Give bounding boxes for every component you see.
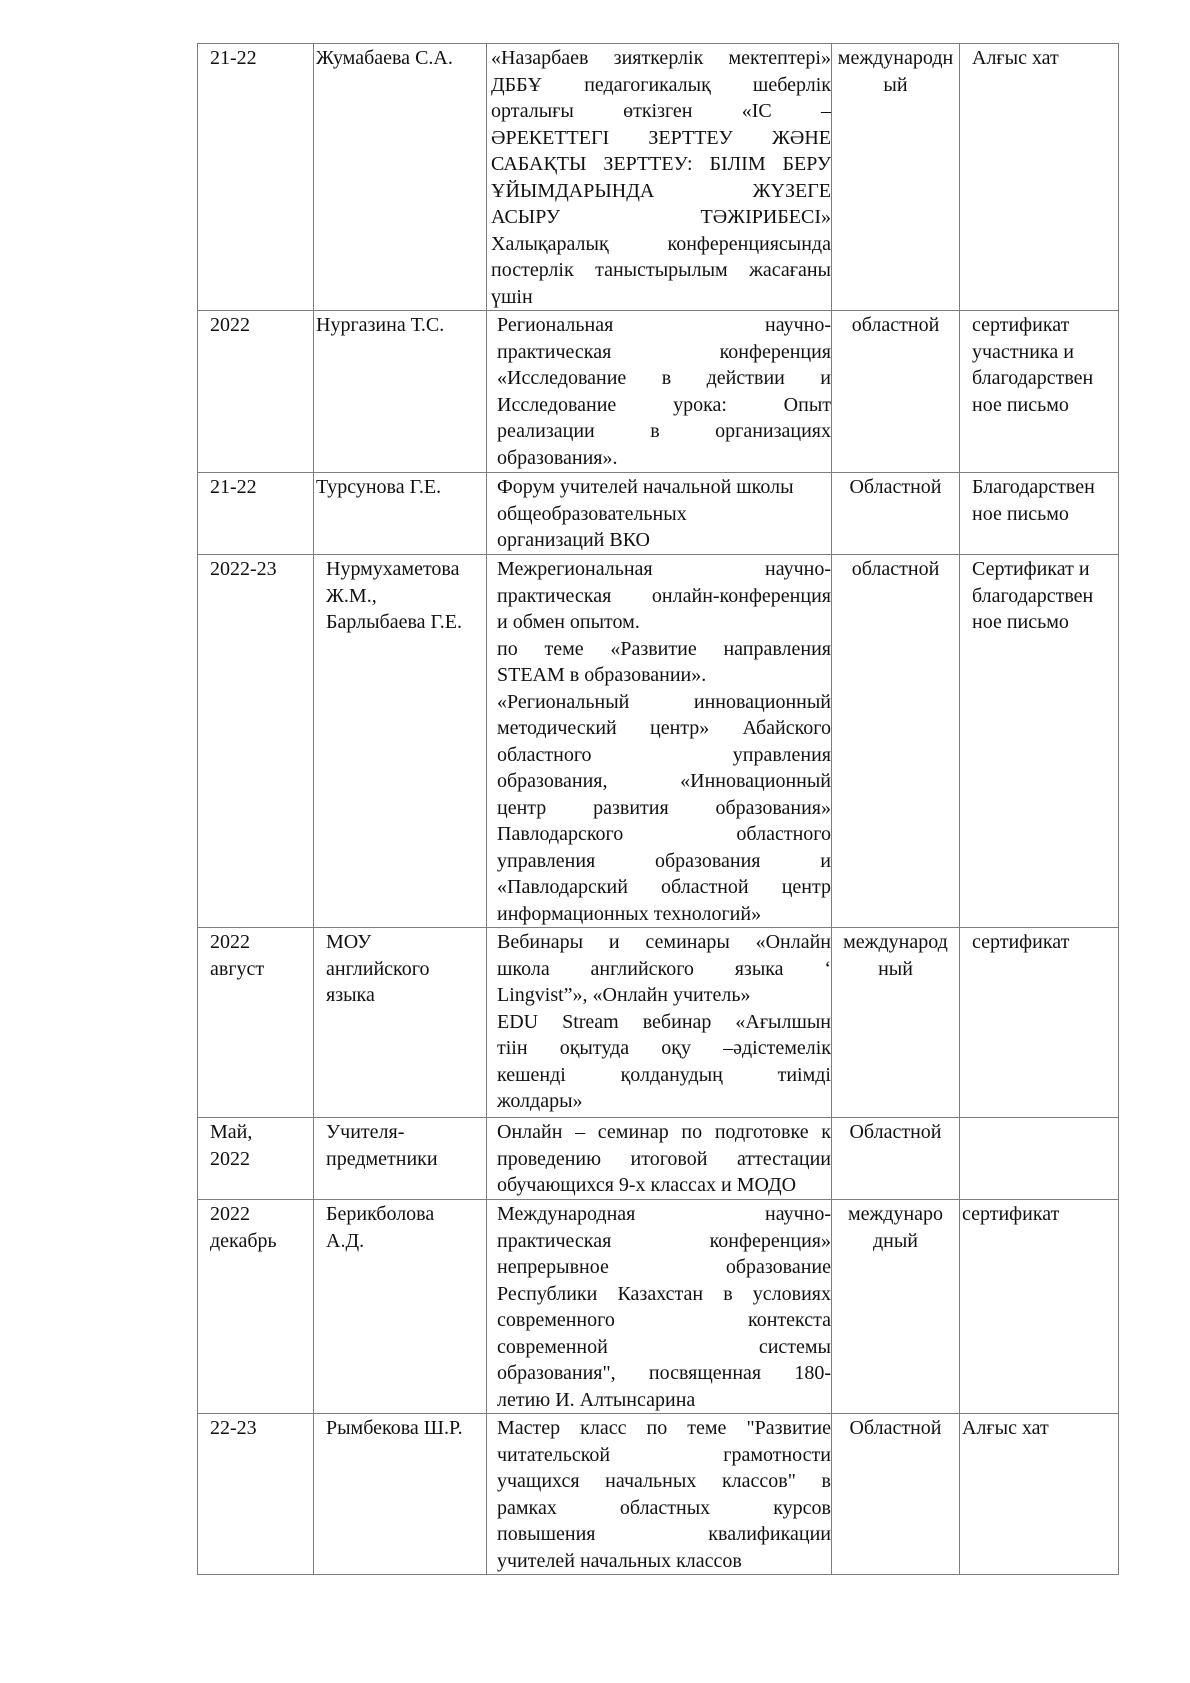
date-text: 2022 август [210,931,265,980]
level-cell [832,1414,960,1575]
level-cell [832,1200,960,1414]
date-text: 21-22 [210,476,257,498]
date-cell [198,555,314,928]
table-row [198,1414,1119,1575]
event-line: учащихся начальных классов" в [497,1470,831,1492]
date-text: 2022 [210,314,250,336]
event-line: STEAM в образовании». [497,664,707,686]
level-cell [832,44,960,311]
level-text: международн ый [837,47,954,96]
event-line: САБАҚТЫ ЗЕРТТЕУ: БІЛІМ БЕРУ [491,153,831,175]
award-cell [960,1118,1119,1200]
table-row [198,473,1119,555]
participant-cell [314,1118,487,1200]
event-line: Павлодарского областного [497,823,831,845]
event-line: школа английского языка ‘ [497,957,831,980]
participant-text: Нурмухаметова Ж.М., Барлыбаева Г.Е. [326,558,463,633]
level-text: Областной [849,1417,942,1439]
award-text: Алғыс хат [972,47,1059,69]
event-line: Мастер класс по теме "Развитие [497,1417,831,1439]
event-line: практическая конференция [497,340,831,363]
date-cell [198,1118,314,1200]
date-cell [198,311,314,473]
award-text: сертификат [972,931,1070,953]
event-line: практическая конференция» [497,1229,831,1252]
level-text: областной [851,558,940,580]
event-line: областного управления [497,743,831,766]
award-cell [960,1200,1119,1414]
event-line: Вебинары и семинары «Онлайн [497,931,831,953]
event-cell [487,1414,832,1575]
level-text: Областной [849,476,942,498]
award-cell [960,928,1119,1118]
date-cell [198,44,314,311]
event-cell [487,44,832,311]
event-line: рамках областных курсов [497,1496,831,1519]
event-line: Онлайн – семинар по подготовке к [497,1121,831,1143]
event-line: общеобразовательных [497,502,687,525]
award-text: Благодарствен ное письмо [972,476,1095,525]
event-line: ҰЙЫМДАРЫНДА ЖҮЗЕГЕ [491,179,831,202]
event-line: «Региональный инновационный [497,690,831,713]
event-line: постерлік таныстырылым жасағаны [491,259,831,281]
event-line: проведению итоговой аттестации [497,1147,831,1170]
level-cell [832,928,960,1118]
event-line: непрерывное образование [497,1256,831,1278]
date-text: Май, 2022 [210,1121,253,1170]
participant-text: МОУ английского языка [326,931,430,1006]
participant-cell [314,1414,487,1575]
level-cell [832,1118,960,1200]
event-line: Международная научно- [497,1203,831,1225]
table-row [198,555,1119,928]
event-line: кешенді қолданудың тиімді [497,1063,831,1086]
participant-text: Турсунова Г.Е. [316,476,442,498]
level-cell [832,311,960,473]
event-cell [487,1118,832,1200]
event-line: методический центр» Абайского [497,717,831,739]
participant-text: Учителя- предметники [326,1121,438,1170]
table-row [198,1200,1119,1414]
event-line: читательской грамотности [497,1443,831,1466]
event-line: Республики Казахстан в условиях [497,1282,831,1305]
date-text: 22-23 [210,1417,257,1439]
date-text: 21-22 [210,47,257,69]
event-line: образования». [497,446,618,469]
event-cell [487,311,832,473]
table-row [198,1118,1119,1200]
participant-cell [314,555,487,928]
event-line: «Назарбаев зияткерлік мектептері» [491,47,831,69]
event-line: образования, «Инновационный [497,770,831,792]
participant-text: Берикболова А.Д. [326,1203,435,1252]
event-line: современного контекста [497,1309,831,1331]
level-text: междунаро дный [847,1203,944,1252]
event-line: современной системы [497,1335,831,1358]
level-text: Областной [849,1121,942,1143]
event-line: ӘРЕКЕТТЕГІ ЗЕРТТЕУ ЖӘНЕ [491,126,831,149]
level-text: областной [851,314,940,336]
event-line: по теме «Развитие направления [497,637,831,660]
level-text: международ ный [843,931,948,980]
event-line: образования", посвященная 180- [497,1362,831,1384]
event-line: Межрегиональная научно- [497,558,831,580]
table-row [198,311,1119,473]
event-line: ДББҰ педагогикалық шеберлік [491,73,831,96]
event-line: учителей начальных классов [497,1549,742,1572]
award-cell [960,311,1119,473]
event-line: Халықаралық конференциясында [491,232,831,255]
event-line: Lingvist”», «Онлайн учитель» [497,984,751,1006]
participant-cell [314,928,487,1118]
events-table-body [198,44,1119,1575]
date-cell [198,1414,314,1575]
event-line: повышения квалификации [497,1523,831,1545]
date-cell [198,473,314,555]
event-line: Исследование урока: Опыт [497,393,831,416]
event-cell [487,473,832,555]
event-line: АСЫРУ ТӘЖІРИБЕСІ» [491,206,831,228]
level-cell [832,473,960,555]
award-cell [960,1414,1119,1575]
date-cell [198,1200,314,1414]
participant-cell [314,44,487,311]
table-row [198,44,1119,311]
event-line: центр развития образования» [497,796,831,819]
event-line: Форум учителей начальной школы [497,476,794,498]
table-row [198,928,1119,1118]
event-line: жолдары» [497,1090,583,1112]
participant-cell [314,473,487,555]
date-text: 2022-23 [210,558,277,580]
event-line: практическая онлайн-конференция [497,584,831,607]
participant-text: Жумабаева С.А. [316,47,453,69]
award-cell [960,44,1119,311]
events-table [197,43,1119,1575]
event-line: Региональная научно- [497,314,831,336]
event-line: реализации в организациях [497,420,831,442]
award-text: Алғыс хат [962,1417,1049,1439]
date-text: 2022 декабрь [210,1203,277,1252]
participant-text: Рымбекова Ш.Р. [326,1417,463,1439]
award-cell [960,555,1119,928]
event-line: EDU Stream вебинар «Ағылшын [497,1010,831,1033]
event-line: организаций ВКО [497,529,650,551]
award-cell [960,473,1119,555]
award-text: сертификат [962,1203,1060,1225]
level-cell [832,555,960,928]
participant-text: Нургазина Т.С. [316,314,445,336]
event-line: тіін оқытуда оқу –әдістемелік [497,1037,831,1059]
event-line: информационных технологий» [497,902,762,925]
event-line: орталығы өткізген «ІС – [491,100,831,122]
event-line: летию И. Алтынсарина [497,1388,696,1411]
event-line: үшін [491,285,533,308]
participant-cell [314,1200,487,1414]
participant-cell [314,311,487,473]
event-line: обучающихся 9-х классах и МОДО [497,1174,797,1196]
award-text: сертификат участника и благодарствен ное письмо [972,314,1094,416]
event-cell [487,928,832,1118]
event-cell [487,555,832,928]
date-cell [198,928,314,1118]
event-cell [487,1200,832,1414]
event-line: «Исследование в действии и [497,367,831,389]
event-line: и обмен опытом. [497,611,640,633]
event-line: «Павлодарский областной центр [497,876,831,898]
event-line: управления образования и [497,849,831,872]
award-text: Сертификат и благодарствен ное письмо [972,558,1094,633]
